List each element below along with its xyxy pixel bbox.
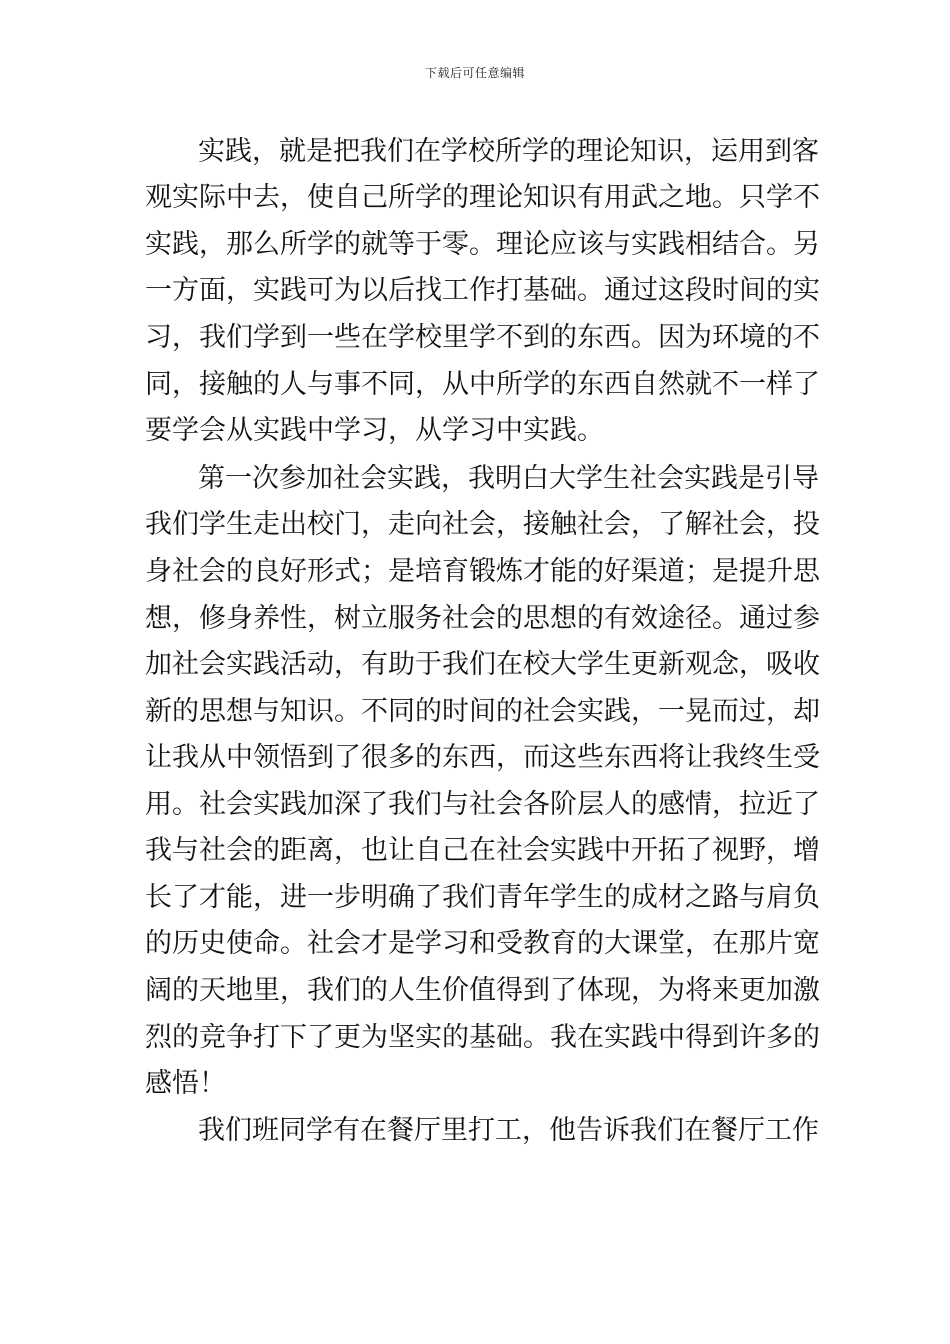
text-line: 要学会从实践中学习，从学习中实践。: [145, 415, 604, 446]
text-line: 我们班同学有在餐厅里打工，他告诉我们在餐厅工作: [198, 1115, 819, 1146]
page-header-note: 下载后可任意编辑: [424, 66, 525, 80]
text-line: 感悟！: [145, 1068, 226, 1099]
text-line: 身社会的良好形式；是培育锻炼才能的好渠道；是提升思: [145, 556, 820, 587]
text-line: 实践，那么所学的就等于零。理论应该与实践相结合。另: [145, 229, 820, 260]
text-line: 让我从中领悟到了很多的东西，而这些东西将让我终生受: [145, 742, 820, 773]
text-line: 实践，就是把我们在学校所学的理论知识，运用到客: [198, 136, 819, 167]
text-line: 习，我们学到一些在学校里学不到的东西。因为环境的不: [145, 322, 820, 353]
text-line: 我们学生走出校门，走向社会，接触社会，了解社会，投: [145, 509, 820, 540]
text-line: 长了才能，进一步明确了我们青年学生的成材之路与肩负: [145, 882, 820, 913]
text-line: 一方面，实践可为以后找工作打基础。通过这段时间的实: [145, 275, 820, 306]
text-line: 同，接触的人与事不同，从中所学的东西自然就不一样了: [145, 369, 820, 400]
text-line: 我与社会的距离，也让自己在社会实践中开拓了视野，增: [145, 835, 820, 866]
text-line: 的历史使命。社会才是学习和受教育的大课堂，在那片宽: [145, 928, 820, 959]
text-line: 观实际中去，使自己所学的理论知识有用武之地。只学不: [145, 182, 820, 213]
text-line: 第一次参加社会实践，我明白大学生社会实践是引导: [198, 463, 819, 494]
text-line: 阔的天地里，我们的人生价值得到了体现，为将来更加激: [145, 975, 820, 1006]
text-line: 加社会实践活动，有助于我们在校大学生更新观念，吸收: [145, 649, 820, 680]
text-line: 想，修身养性，树立服务社会的思想的有效途径。通过参: [145, 603, 820, 634]
text-line: 新的思想与知识。不同的时间的社会实践，一晃而过，却: [145, 696, 820, 727]
text-line: 用。社会实践加深了我们与社会各阶层人的感情，拉近了: [145, 789, 820, 820]
text-line: 烈的竞争打下了更为坚实的基础。我在实践中得到许多的: [145, 1022, 820, 1053]
